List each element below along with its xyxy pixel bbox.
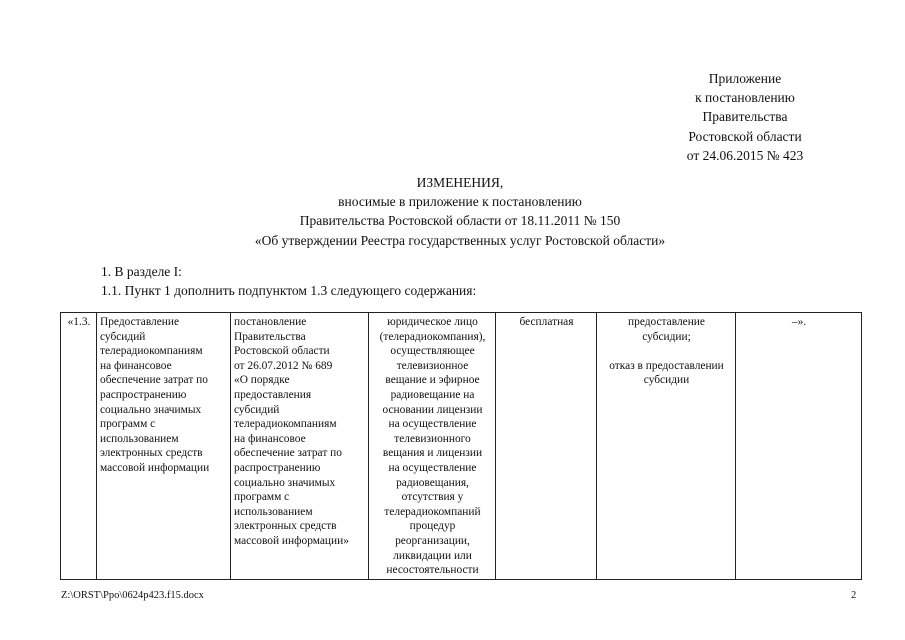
service-line: на финансовое <box>100 359 172 372</box>
recipient-line: (телерадиокомпания), <box>379 330 486 343</box>
document-title <box>180 173 740 250</box>
cell-service <box>97 313 231 580</box>
service-line: субсидий <box>100 330 146 343</box>
recipient-line: вещание и эфирное <box>385 374 480 387</box>
recipient-line: осуществляющее <box>390 345 475 358</box>
result-line: субсидии <box>643 374 690 387</box>
basis-line: Правительства <box>234 330 306 343</box>
recipient-line: процедур <box>409 520 456 533</box>
intro-text <box>101 262 476 300</box>
recipient-line: телерадиокомпаний <box>384 505 481 518</box>
service-line: обеспечение затрат по <box>100 374 208 387</box>
recipient-line: вещания и лицензии <box>382 447 483 460</box>
basis-line: телерадиокомпаниям <box>234 418 337 431</box>
cell-number <box>61 313 97 580</box>
result-gap <box>600 344 733 359</box>
footer-file-path: Z:\ORST\Ppo\0624p423.f15.docx <box>61 590 204 601</box>
result-line: предоставление <box>628 316 705 328</box>
appendix-line: Ростовской области <box>688 128 802 144</box>
tail-text: –». <box>791 316 807 328</box>
number-text: «1.3. <box>67 316 91 328</box>
recipient-line: на осуществление <box>388 418 477 431</box>
cost-text: бесплатная <box>519 316 574 328</box>
table-row <box>61 313 862 580</box>
title-line: «Об утверждении Реестра государственных услуг Ростовской области» <box>254 232 666 248</box>
service-line: программ с <box>100 418 156 431</box>
recipient-line: на осуществление <box>388 461 477 474</box>
service-line: телерадиокомпаниям <box>100 345 203 358</box>
basis-line: субсидий <box>234 403 280 416</box>
point-line: 1.1. Пункт 1 дополнить подпунктом 1.3 следующего содержания: <box>101 283 477 299</box>
service-line: электронных средств <box>100 447 203 460</box>
recipient-line: реорганизации, <box>395 534 470 547</box>
appendix-line: Правительства <box>702 109 788 125</box>
recipient-line: телевизионного <box>394 432 471 445</box>
title-line: вносимые в приложение к постановлению <box>338 194 582 210</box>
basis-line: распространению <box>234 461 321 474</box>
cell-tail <box>736 313 862 580</box>
appendix-line: к постановлению <box>695 90 795 106</box>
basis-line: программ с <box>234 491 290 504</box>
service-line: использованием <box>100 432 179 445</box>
appendix-line: Приложение <box>708 71 782 86</box>
cell-result <box>597 313 736 580</box>
service-line: социально значимых <box>100 403 202 416</box>
basis-line: обеспечение затрат по <box>234 447 342 460</box>
recipient-line: юридическое лицо <box>387 316 478 328</box>
basis-line: «О порядке <box>234 374 290 387</box>
appendix-line: от 24.06.2015 № 423 <box>686 147 804 163</box>
title-line: Правительства Ростовской области от 18.11.2011 № 150 <box>299 213 621 229</box>
title-heading: ИЗМЕНЕНИЯ, <box>416 175 504 190</box>
basis-line: массовой информации» <box>234 534 349 547</box>
recipient-line: основании лицензии <box>382 403 483 416</box>
footer-page-number: 2 <box>851 590 857 601</box>
service-line: распространению <box>100 388 187 401</box>
recipient-line: отсутствия у <box>401 491 464 504</box>
result-line: субсидии; <box>642 330 691 343</box>
recipient-line: радиовещание на <box>390 388 475 401</box>
recipient-line: несостоятельности <box>386 564 479 577</box>
recipient-line: телевизионное <box>396 359 469 372</box>
basis-line: от 26.07.2012 № 689 <box>234 359 333 372</box>
basis-line: на финансовое <box>234 432 306 445</box>
basis-line: использованием <box>234 505 313 518</box>
result-line: отказ в предоставлении <box>609 359 724 372</box>
basis-line: социально значимых <box>234 476 336 489</box>
cell-recipient <box>369 313 496 580</box>
appendix-header <box>660 69 830 165</box>
basis-line: электронных средств <box>234 520 337 533</box>
service-line: Предоставление <box>100 316 180 328</box>
basis-line: предоставления <box>234 388 312 401</box>
recipient-line: ликвидации или <box>393 549 472 562</box>
section-line: 1. В разделе I: <box>101 264 182 279</box>
recipient-line: радиовещания, <box>396 476 469 489</box>
cell-basis <box>231 313 369 580</box>
changes-table <box>60 312 862 580</box>
service-line: массовой информации <box>100 461 210 474</box>
basis-line: постановление <box>234 316 307 328</box>
basis-line: Ростовской области <box>234 345 330 358</box>
cell-cost <box>496 313 597 580</box>
